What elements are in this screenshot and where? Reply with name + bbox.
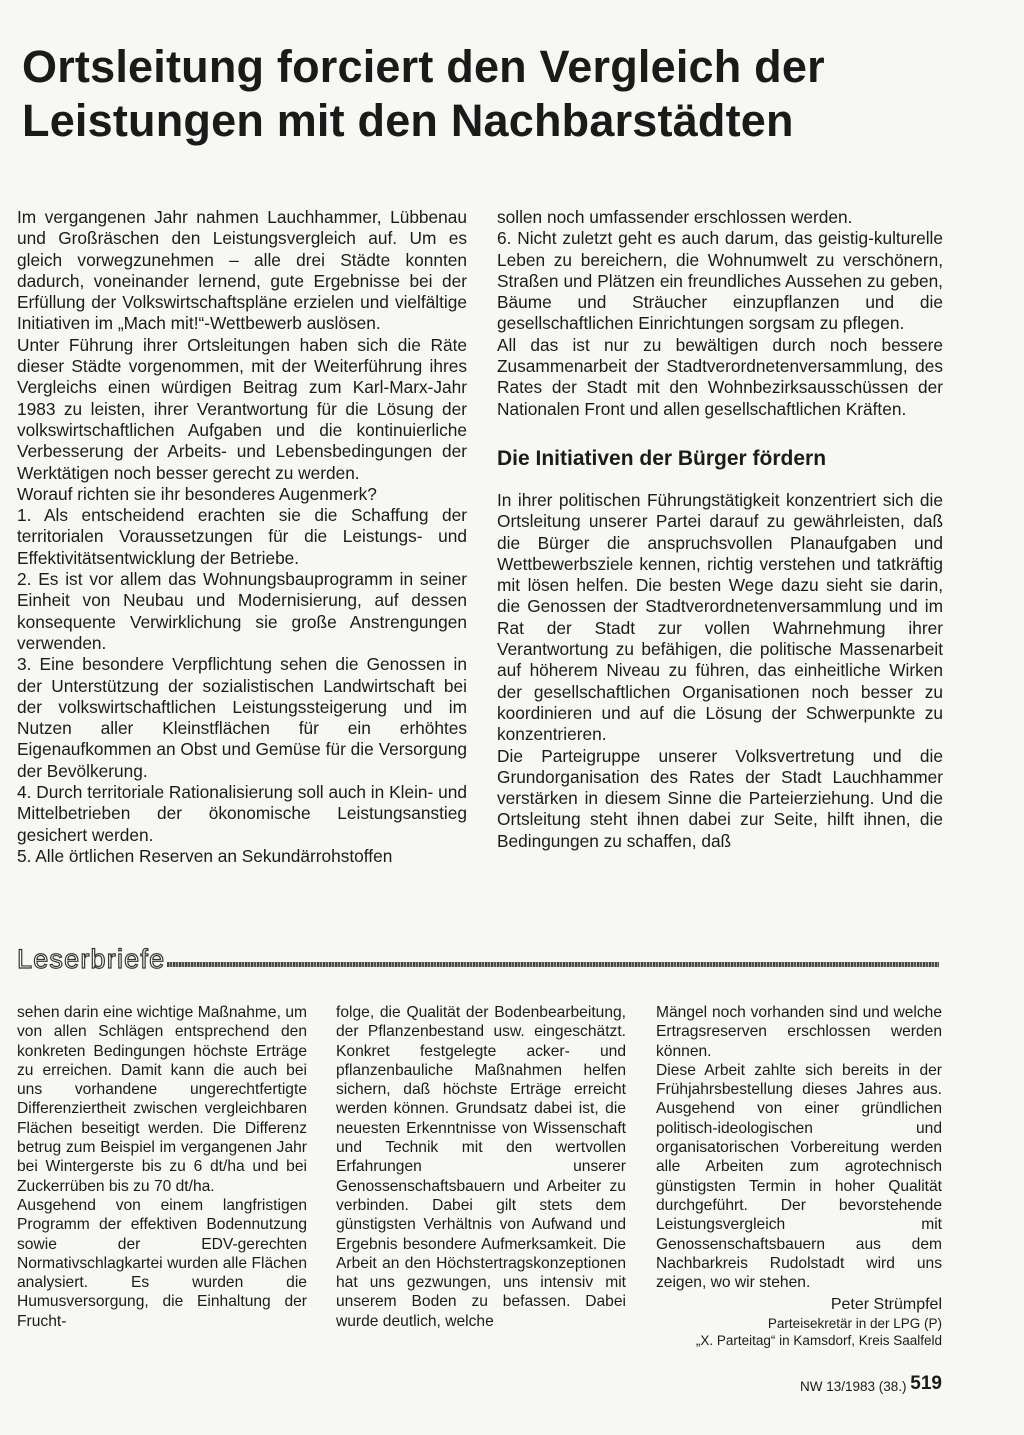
signature-role: Parteisekretär in der LPG (P): [767, 1315, 942, 1331]
letters-column-2: [336, 1003, 626, 1331]
paragraph: Worauf richten sie ihr besonderes Augenmerk?: [17, 483, 377, 504]
article-title: [22, 40, 982, 148]
paragraph: Ausgehend von einem langfristigen Programm der effektiven Bodennutzung sowie der EDV-gerechten Normativschlagkartei wurden alle Flächen analysiert. Es wurden die Humusversorgung, die Einhaltung der Frucht-: [17, 1196, 307, 1330]
paragraph: 3. Eine besondere Verpflichtung sehen die Genossen in der Unterstützung der sozialistischen Landwirtschaft bei der volkswirtschaftlichen Leistungssteigerung und im Nutzen aller Kleinstflächen für ein erhöhtes Eigenaufkommen an Obst und Gemüse für die Versorgung der Bevölkerung.: [17, 654, 467, 781]
paragraph: 4. Durch territoriale Rationalisierung soll auch in Klein- und Mittelbetrieben der ökonomische Leistungsanstieg gesichert werden.: [17, 782, 467, 845]
letters-section-label: Leserbriefe: [17, 944, 166, 974]
paragraph: Im vergangenen Jahr nahmen Lauchhammer, Lübbenau und Großräschen den Leistungsvergleich auf. Um es gleich vorwegzunehmen – alle drei Städte konnten dadurch, voneinander lernend, gute Ergebnisse bei der Erfüllung der Volkswirtschaftspläne erzielen und vielfältige Initiativen im „Mach mit!“-Wettbewerb auslösen.: [17, 207, 467, 334]
paragraph: 5. Alle örtlichen Reserven an Sekundärrohstoffen: [17, 845, 393, 866]
paragraph: In ihrer politischen Führungstätigkeit konzentriert sich die Ortsleitung unserer Partei darauf zu gewährleisten, daß die Bürger die anspruchsvollen Planaufgaben und Wettbewerbsziele kennen, richtig verstehen und tatkräftig mit lösen helfen. Die besten Wege dazu sieht sie darin, die Genossen der Stadtverordnetenversammlung und im Rat der Stadt zur vollen Wahrnehmung ihrer Verantwortung zu befähigen, die politische Massenarbeit auf höherem Niveau zu führen, das einheitliche Wirken der gesellschaftlichen Organisationen noch besser zu koordinieren und auf die Lösung der Schwerpunkte zu konzentrieren.: [497, 489, 943, 745]
article-left-column: [17, 207, 467, 867]
title-line-1: Ortsleitung forciert den Vergleich der: [22, 41, 825, 92]
paragraph: All das ist nur zu bewältigen durch noch bessere Zusammenarbeit der Stadtverordnetenversammlung, des Rates der Stadt mit den Wohnbezirksausschüssen der Nationalen Front und allen gesellschaftlichen Kräften.: [497, 334, 943, 419]
article-right-column: [497, 207, 943, 852]
letters-column-1: [17, 1003, 307, 1331]
paragraph: Diese Arbeit zahlte sich bereits in der Frühjahrsbestellung dieses Jahres aus. Ausgehend von einer gründlichen politisch-ideologischen und organisatorischen Vorbereitung werden alle Arbeiten zum agrotechnisch günstigsten Termin in hoher Qualität durchgeführt. Der bevorstehende Leistungsvergleich mit Genossenschaftsbauern aus dem Nachbarkreis Rudolstadt wird uns zeigen, wo wir stehen.: [656, 1061, 942, 1292]
paragraph: Die Parteigruppe unserer Volksvertretung und die Grundorganisation des Rates der Stadt Lauchhammer verstärken in diesem Sinne die Parteierziehung. Und die Ortsleitung steht ihnen dabei zur Seite, hilft ihnen, die Bedingungen zu schaffen, daß: [497, 745, 943, 851]
paragraph: 6. Nicht zuletzt geht es auch darum, das geistig-kulturelle Leben zu bereichern, die Wohnumwelt zu verschönern, Straßen und Plätzen ein freundliches Aussehen zu geben, Bäume und Sträucher einzupflanzen und die gesellschaftlichen Einrichtungen sorgsam zu pflegen.: [497, 228, 943, 334]
paragraph: folge, die Qualität der Bodenbearbeitung, der Pflanzenbestand usw. eingeschätzt. Konkret festgelegte acker- und pflanzenbauliche Maßnahmen helfen sichern, daß höchste Erträge erreicht werden können. Grundsatz dabei ist, die neuesten Erkenntnisse von Wissenschaft und Technik mit den wertvollen Erfahrungen unserer Genossenschaftsbauern und Arbeiter zu verbinden. Dabei gilt stets dem günstigsten Verhältnis von Aufwand und Ergebnis besondere Aufmerksamkeit. Die Arbeit an den Höchstertragskonzeptionen hat uns gezwungen, uns intensiv mit unserem Boden zu befassen. Dabei wurde deutlich, welche: [336, 1004, 626, 1330]
issue-reference: NW 13/1983 (38.): [800, 1379, 907, 1394]
paragraph: Unter Führung ihrer Ortsleitungen haben sich die Räte dieser Städte vorgenommen, mit der Weiterführung ihres Vergleichs einen würdigen Beitrag zum Karl-Marx-Jahr 1983 zu leisten, ihrer Verantwortung für die Lösung der volkswirtschaftlichen Aufgaben und die kontinuierliche Verbesserung der Arbeits- und Lebensbedingungen der Werktätigen noch besser gerecht zu werden.: [17, 334, 467, 483]
section-subheading: Die Initiativen der Bürger fördern: [497, 446, 827, 470]
letters-column-3: [656, 1003, 942, 1349]
page-number: 519: [910, 1373, 942, 1394]
page-footer: [800, 1373, 942, 1397]
paragraph: 2. Es ist vor allem das Wohnungsbauprogramm in seiner Einheit von Neubau und Modernisierung, auf dessen konsequente Verwirklichung sie große Anstrengungen verwenden.: [17, 569, 467, 653]
paragraph: sollen noch umfassender erschlossen werden.: [497, 207, 853, 227]
paragraph: Mängel noch vorhanden sind und welche Ertragsreserven erschlossen werden können.: [656, 1004, 942, 1060]
title-line-2: Leistungen mit den Nachbarstädten: [22, 95, 794, 146]
paragraph: sehen darin eine wichtige Maßnahme, um von allen Schlägen entsprechend den konkreten Bedingungen höchste Erträge zu erreichen. Damit kann die auch bei uns vorhandene ungerechtfertigte Differenziertheit zwischen vergleichbaren Flächen beseitigt werden. Die Differenz betrug zum Beispiel im vergangenen Jahr bei Wintergerste bis zu 6 dt/ha und bei Zuckerrüben bis zu 70 dt/ha.: [17, 1004, 307, 1195]
letters-section-header: [17, 942, 939, 978]
signature-location: „X. Parteitag“ in Kamsdorf, Kreis Saalfeld: [695, 1332, 942, 1348]
section-divider: [167, 962, 939, 967]
paragraph: 1. Als entscheidend erachten sie die Schaffung der territorialen Voraussetzungen für die Leistungs- und Effektivitätsentwicklung der Betriebe.: [17, 505, 467, 568]
signature-name: Peter Strümpfel: [830, 1296, 942, 1314]
